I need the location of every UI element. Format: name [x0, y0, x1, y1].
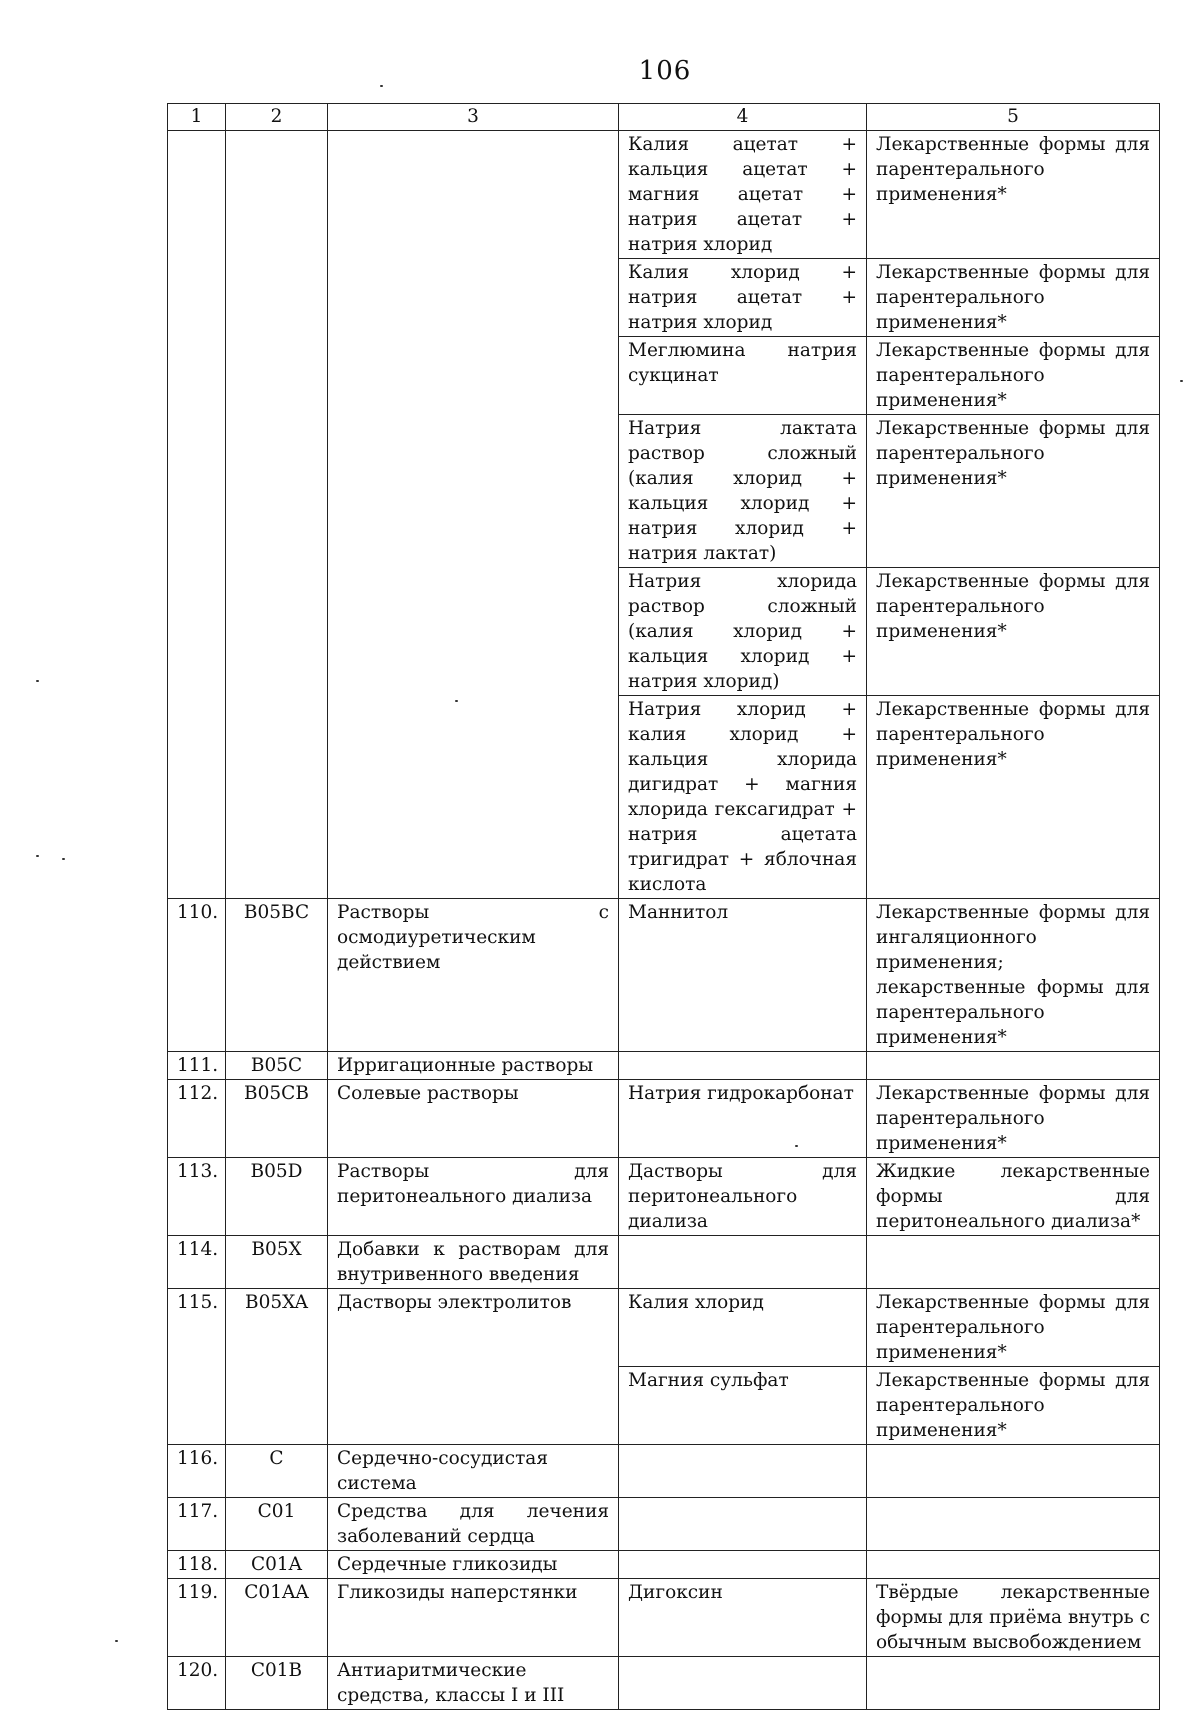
atc-code-cell: B05CB [226, 1080, 328, 1158]
column-header-1: 1 [168, 104, 226, 131]
substance-cell: Натрия лактата раствор сложный (калия хлорид + кальция хлорид + натрия хлорид + натрия лактат) [619, 415, 867, 568]
dosage-form-cell: Лекарственные формы для парентерального применения* [867, 1080, 1160, 1158]
row-number-cell: 112. [168, 1080, 226, 1158]
substance-cell [619, 1445, 867, 1498]
substance-cell: Калия хлорид [619, 1289, 867, 1367]
row-number-cell: 116. [168, 1445, 226, 1498]
table-row [168, 1236, 1160, 1289]
dosage-form-cell: Лекарственные формы для парентерального применения* [867, 415, 1160, 568]
table-row [168, 131, 1160, 259]
scan-speck [36, 855, 39, 857]
dosage-form-cell [867, 1657, 1160, 1710]
atc-code-cell: C [226, 1445, 328, 1498]
row-number-cell: 120. [168, 1657, 226, 1710]
atc-code-cell: B05BC [226, 899, 328, 1052]
substance-cell: Меглюмина натрия сукцинат [619, 337, 867, 415]
anatomical-group-cell [328, 131, 619, 899]
dosage-form-cell: Лекарственные формы для парентерального применения* [867, 1289, 1160, 1367]
substance-cell: Маннитол [619, 899, 867, 1052]
table-row [168, 1551, 1160, 1579]
column-header-4: 4 [619, 104, 867, 131]
dosage-form-cell: Лекарственные формы для парентерального применения* [867, 568, 1160, 696]
substance-cell: Магния сульфат [619, 1367, 867, 1445]
atc-code-cell [226, 131, 328, 899]
table-row [168, 1498, 1160, 1551]
row-number-cell: 117. [168, 1498, 226, 1551]
substance-cell: Калия ацетат + кальция ацетат + магния ацетат + натрия ацетат + натрия хлорид [619, 131, 867, 259]
scan-speck [62, 858, 65, 860]
row-number-cell: 115. [168, 1289, 226, 1445]
row-number-cell: 119. [168, 1579, 226, 1657]
anatomical-group-cell: Растворы с осмодиуретическим действием [328, 899, 619, 1052]
anatomical-group-cell: Дастворы электролитов [328, 1289, 619, 1445]
dosage-form-cell: Лекарственные формы для ингаляционного применения; лекарственные формы для парентерального применения* [867, 899, 1160, 1052]
dosage-form-cell [867, 1445, 1160, 1498]
dosage-form-cell [867, 1236, 1160, 1289]
column-header-2: 2 [226, 104, 328, 131]
anatomical-group-cell: Сердечно-сосудистая система [328, 1445, 619, 1498]
anatomical-group-cell: Гликозиды наперстянки [328, 1579, 619, 1657]
table-row [168, 1158, 1160, 1236]
scan-speck [380, 85, 383, 87]
table-row [168, 1289, 1160, 1367]
column-header-5: 5 [867, 104, 1160, 131]
scan-speck [36, 680, 39, 682]
row-number-cell: 113. [168, 1158, 226, 1236]
atc-code-cell: C01AA [226, 1579, 328, 1657]
atc-code-cell: C01 [226, 1498, 328, 1551]
anatomical-group-cell: Средства для лечения заболеваний сердца [328, 1498, 619, 1551]
substance-cell [619, 1657, 867, 1710]
scan-speck [455, 700, 458, 702]
substance-cell: Натрия хлорид + калия хлорид + кальция хлорида дигидрат + магния хлорида гексагидрат + натрия ацетата тригидрат + яблочная кислота [619, 696, 867, 899]
anatomical-group-cell: Солевые растворы [328, 1080, 619, 1158]
table-row [168, 1579, 1160, 1657]
dosage-form-cell: Лекарственные формы для парентерального применения* [867, 259, 1160, 337]
row-number-cell: 118. [168, 1551, 226, 1579]
scan-speck [795, 1145, 798, 1147]
scan-speck [1180, 380, 1183, 382]
atc-code-cell: B05C [226, 1052, 328, 1080]
anatomical-group-cell: Ирригационные растворы [328, 1052, 619, 1080]
table-row [168, 1445, 1160, 1498]
anatomical-group-cell: Растворы для перитонеального диализа [328, 1158, 619, 1236]
table-body [168, 131, 1160, 1710]
table-row [168, 1052, 1160, 1080]
row-number-cell: 110. [168, 899, 226, 1052]
table-row [168, 1657, 1160, 1710]
atc-code-cell: B05XA [226, 1289, 328, 1445]
substance-cell [619, 1236, 867, 1289]
substance-cell: Натрия хлорида раствор сложный (калия хлорид + кальция хлорид + натрия хлорид) [619, 568, 867, 696]
atc-code-cell: C01B [226, 1657, 328, 1710]
atc-code-cell: B05X [226, 1236, 328, 1289]
dosage-form-cell: Твёрдые лекарственные формы для приёма внутрь с обычным высвобождением [867, 1579, 1160, 1657]
dosage-form-cell: Лекарственные формы для парентерального применения* [867, 1367, 1160, 1445]
dosage-form-cell [867, 1052, 1160, 1080]
row-number-cell: 111. [168, 1052, 226, 1080]
dosage-form-cell [867, 1498, 1160, 1551]
table-row [168, 899, 1160, 1052]
substance-cell [619, 1052, 867, 1080]
substance-cell: Натрия гидрокарбонат [619, 1080, 867, 1158]
row-number-cell: 114. [168, 1236, 226, 1289]
header-row [168, 104, 1160, 131]
column-header-3: 3 [328, 104, 619, 131]
dosage-form-cell: Лекарственные формы для парентерального применения* [867, 131, 1160, 259]
substance-cell [619, 1551, 867, 1579]
anatomical-group-cell: Антиаритмические средства, классы I и III [328, 1657, 619, 1710]
drug-table [167, 103, 1160, 1710]
substance-cell: Дигоксин [619, 1579, 867, 1657]
dosage-form-cell [867, 1551, 1160, 1579]
substance-cell [619, 1498, 867, 1551]
anatomical-group-cell: Сердечные гликозиды [328, 1551, 619, 1579]
row-number-cell [168, 131, 226, 899]
atc-code-cell: B05D [226, 1158, 328, 1236]
substance-cell: Дастворы для перитонеального диализа [619, 1158, 867, 1236]
anatomical-group-cell: Добавки к растворам для внутривенного введения [328, 1236, 619, 1289]
dosage-form-cell: Лекарственные формы для парентерального применения* [867, 337, 1160, 415]
scan-speck [115, 1640, 118, 1642]
dosage-form-cell: Лекарственные формы для парентерального применения* [867, 696, 1160, 899]
substance-cell: Калия хлорид + натрия ацетат + натрия хлорид [619, 259, 867, 337]
dosage-form-cell: Жидкие лекарственные формы для перитонеального диализа* [867, 1158, 1160, 1236]
atc-code-cell: C01A [226, 1551, 328, 1579]
table-row [168, 1080, 1160, 1158]
page-number: 106 [638, 56, 692, 86]
